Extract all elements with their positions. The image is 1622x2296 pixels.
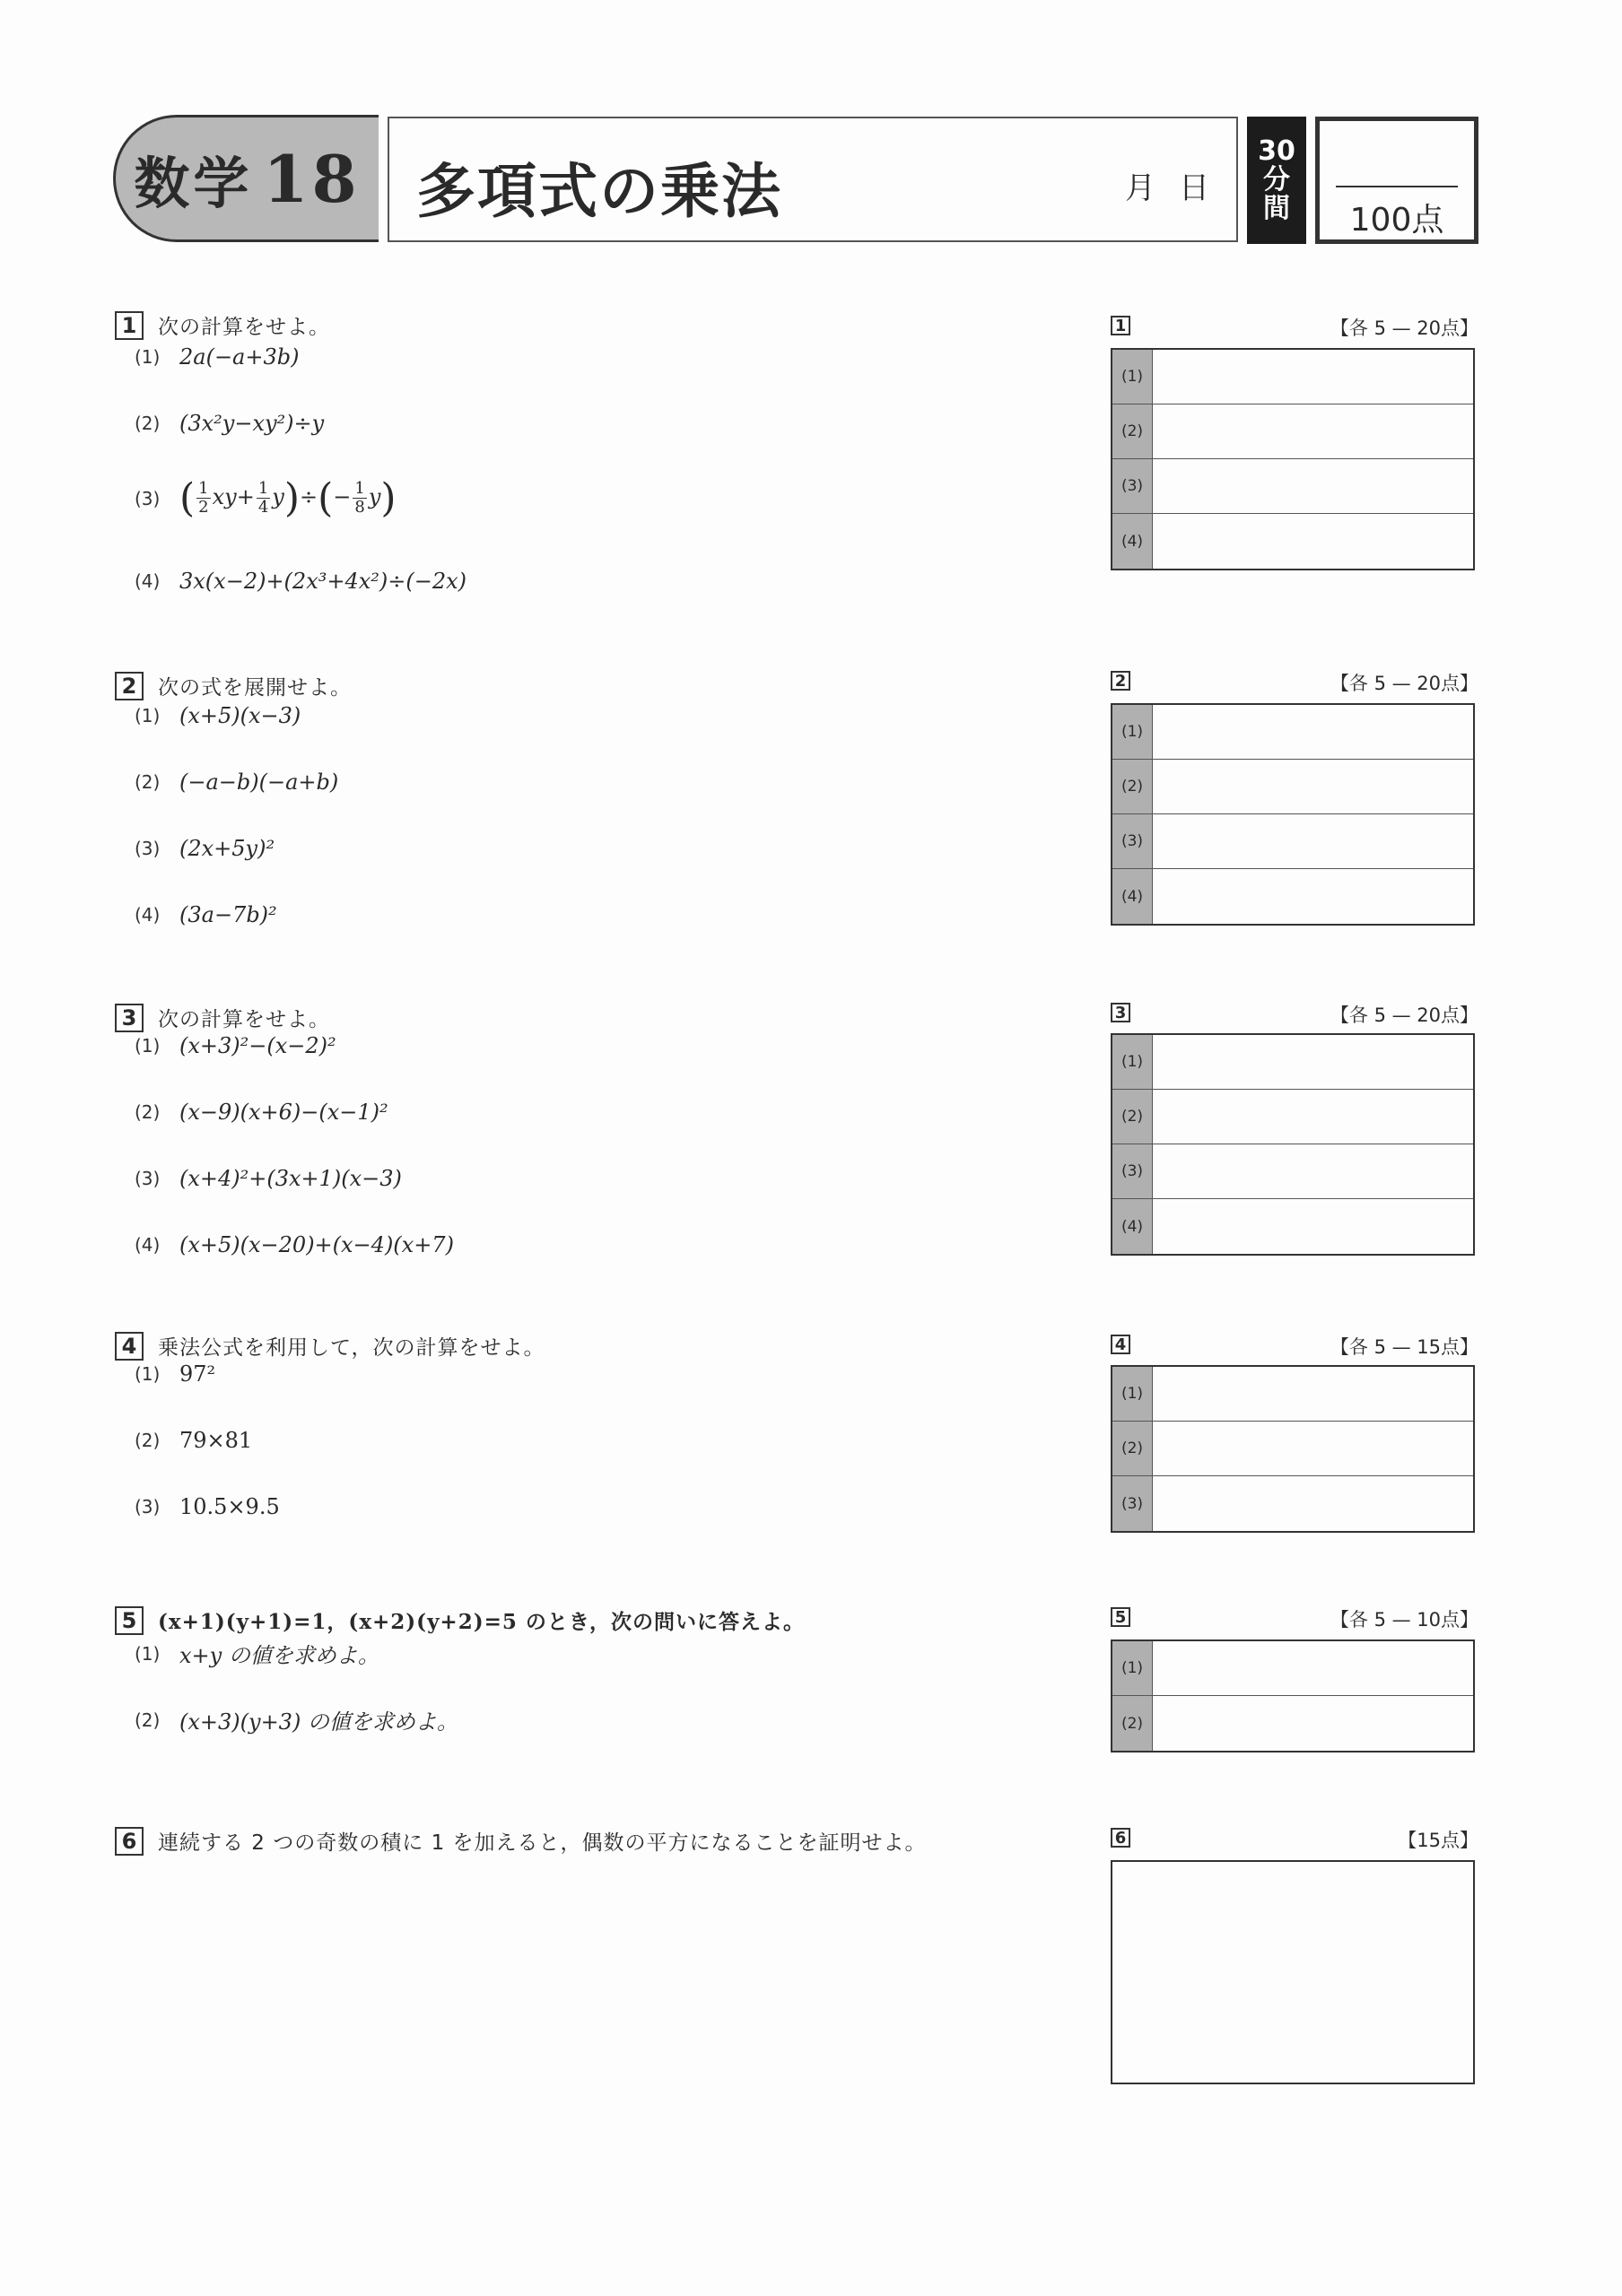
answer-box-2: [1111, 703, 1475, 926]
fraction-numerator: 1: [257, 479, 269, 498]
item-expression: (x+3)(y+3) の値を求めよ。: [179, 1709, 458, 1735]
question-item: [135, 344, 299, 370]
question-item: [135, 1166, 402, 1191]
item-label: (3): [135, 1168, 161, 1189]
row-label: (4): [1112, 869, 1153, 924]
answer-row[interactable]: [1112, 705, 1473, 760]
question-number: 1: [115, 311, 144, 340]
month-label: 月: [1125, 170, 1155, 206]
answer-row[interactable]: [1112, 514, 1473, 569]
item-label: (4): [135, 570, 161, 592]
unit-number: 18: [263, 140, 361, 217]
answer-points: 【各 5 — 20点】: [1330, 1004, 1478, 1026]
question-item: [135, 1361, 215, 1387]
question-6-header: [115, 1826, 927, 1856]
answer-row[interactable]: [1112, 1199, 1473, 1254]
page-title: 多項式の乗法: [416, 156, 782, 226]
answer-box-5: [1111, 1639, 1475, 1752]
answer-box-3: [1111, 1033, 1475, 1256]
answer-points: 【各 5 — 15点】: [1330, 1336, 1478, 1358]
expr-operator: ÷: [300, 484, 318, 509]
item-expression: (x−9)(x+6)−(x−1)²: [179, 1100, 388, 1125]
fraction-numerator: 1: [198, 479, 209, 498]
answer-row[interactable]: [1112, 869, 1473, 924]
answer-label: 3: [1111, 1003, 1130, 1022]
item-expression: 79×81: [179, 1428, 253, 1453]
question-number: 3: [115, 1004, 144, 1032]
answer-label: 5: [1111, 1607, 1130, 1627]
time-line: 分: [1263, 164, 1290, 196]
item-label: (3): [135, 838, 161, 859]
answer-row[interactable]: [1112, 1641, 1473, 1696]
item-expression: (x+5)(x−20)+(x−4)(x+7): [179, 1232, 454, 1257]
item-expression: (3a−7b)²: [179, 902, 277, 927]
row-label: (2): [1112, 404, 1153, 458]
fraction-denominator: 4: [257, 498, 269, 517]
question-text: 連続する 2 つの奇数の積に 1 を加えると，偶数の平方になることを証明せよ。: [158, 1831, 927, 1855]
answer-row[interactable]: [1112, 1090, 1473, 1144]
row-label: (3): [1112, 814, 1153, 868]
answer-label: 4: [1111, 1335, 1130, 1354]
answer-row[interactable]: [1112, 760, 1473, 814]
score-line: [1336, 186, 1458, 187]
item-label: (2): [135, 771, 161, 793]
item-label: (3): [135, 1496, 161, 1518]
answer-row[interactable]: [1112, 1367, 1473, 1422]
answer-points: 【各 5 — 20点】: [1330, 673, 1478, 694]
question-number: 5: [115, 1606, 144, 1635]
question-text: 次の計算をせよ。: [158, 316, 330, 339]
item-expression: (−a−b)(−a+b): [179, 770, 339, 795]
question-item: [135, 1428, 252, 1453]
question-item: [135, 836, 275, 861]
question-text: (x+1)(y+1)=1，(x+2)(y+2)=5 のとき，次の問いに答えよ。: [158, 1610, 805, 1634]
expr-operator: −: [333, 484, 352, 509]
question-item: [135, 1100, 388, 1125]
question-item: [135, 1033, 336, 1058]
row-label: (1): [1112, 705, 1153, 759]
row-label: (2): [1112, 1090, 1153, 1144]
answer-points: 【各 5 — 10点】: [1330, 1609, 1478, 1631]
score-total: 100点: [1349, 202, 1444, 239]
answer-row[interactable]: [1112, 350, 1473, 404]
question-text: 次の計算をせよ。: [158, 1008, 330, 1031]
item-label: (2): [135, 413, 161, 434]
row-label: (2): [1112, 760, 1153, 813]
question-2-header: [115, 671, 352, 700]
question-4-header: [115, 1331, 545, 1361]
answer-row[interactable]: [1112, 1035, 1473, 1090]
item-label: (1): [135, 705, 161, 726]
expr-term: y: [368, 484, 381, 509]
answer-label: 6: [1111, 1828, 1130, 1848]
item-expression: (x+4)²+(3x+1)(x−3): [179, 1166, 402, 1191]
question-number: 6: [115, 1827, 144, 1856]
answer-row[interactable]: [1112, 1422, 1473, 1476]
row-label: (2): [1112, 1696, 1153, 1751]
answer-label: 1: [1111, 316, 1130, 335]
answer-label: 2: [1111, 671, 1130, 691]
expr-term: y: [272, 484, 284, 509]
item-expression: (x+3)²−(x−2)²: [179, 1033, 336, 1058]
question-3-header: [115, 1003, 330, 1032]
question-5-header: [115, 1605, 805, 1635]
answer-box-1: [1111, 348, 1475, 570]
question-1-header: [115, 310, 330, 340]
row-label: (1): [1112, 1367, 1153, 1421]
item-expression: x+y の値を求めよ。: [179, 1643, 379, 1668]
time-limit-badge: [1247, 117, 1306, 244]
item-expression: 97²: [179, 1361, 216, 1387]
question-number: 4: [115, 1332, 144, 1361]
row-label: (4): [1112, 514, 1153, 569]
question-item: [135, 411, 324, 436]
answer-row[interactable]: [1112, 1476, 1473, 1531]
item-expression: (3x²y−xy²)÷y: [179, 411, 325, 436]
answer-row[interactable]: [1112, 459, 1473, 514]
question-item: [135, 1232, 454, 1257]
expr-term: xy+: [212, 484, 255, 509]
fraction-denominator: 8: [354, 498, 365, 517]
answer-box-6[interactable]: [1111, 1860, 1475, 2084]
question-item: [135, 569, 467, 594]
time-line: 30: [1258, 135, 1295, 167]
row-label: (3): [1112, 1144, 1153, 1198]
item-label: (1): [135, 1642, 161, 1665]
row-label: (3): [1112, 459, 1153, 513]
item-label: (1): [135, 346, 161, 368]
answer-points: 【各 5 — 20点】: [1330, 317, 1478, 339]
item-label: (4): [135, 904, 161, 926]
question-item: [135, 770, 338, 795]
question-text: 乗法公式を利用して，次の計算をせよ。: [158, 1336, 545, 1360]
item-label: (1): [135, 1035, 161, 1057]
question-item: [135, 1494, 280, 1519]
row-label: (4): [1112, 1199, 1153, 1254]
question-number: 2: [115, 672, 144, 700]
answer-points: 【15点】: [1398, 1830, 1478, 1851]
row-label: (1): [1112, 1641, 1153, 1695]
subject-badge: [113, 115, 379, 242]
row-label: (1): [1112, 1035, 1153, 1089]
question-text: 次の式を展開せよ。: [158, 676, 352, 700]
question-item: [135, 703, 301, 728]
question-item: [135, 902, 277, 927]
time-line: 間: [1263, 193, 1290, 224]
question-item: [135, 475, 397, 521]
item-label: (1): [135, 1363, 161, 1385]
item-expression: ( $\frac{1}{2}$ xy+ $\frac{1}{4}$ y)÷(− $\frac{1}{8}$ y): [179, 475, 397, 521]
answer-row[interactable]: [1112, 1696, 1473, 1751]
item-expression: (x+5)(x−3): [179, 703, 301, 728]
item-label: (2): [135, 1709, 161, 1731]
item-label: (4): [135, 1234, 161, 1256]
answer-box-4: [1111, 1365, 1475, 1533]
item-expression: (2x+5y)²: [179, 836, 275, 861]
item-expression: 2a(−a+3b): [179, 344, 300, 370]
item-label: (2): [135, 1101, 161, 1123]
fraction-numerator: 1: [354, 479, 365, 498]
day-label: 日: [1179, 170, 1209, 206]
question-item: [135, 1704, 458, 1735]
subject-label: 数学: [134, 150, 253, 216]
question-item: [135, 1638, 379, 1669]
item-label: (2): [135, 1430, 161, 1451]
item-expression: 10.5×9.5: [179, 1494, 280, 1519]
title-box: [388, 117, 1238, 242]
answer-row[interactable]: [1112, 1144, 1473, 1199]
row-label: (1): [1112, 350, 1153, 404]
answer-row[interactable]: [1112, 814, 1473, 869]
item-expression: 3x(x−2)+(2x³+4x²)÷(−2x): [179, 569, 467, 594]
answer-row[interactable]: [1112, 404, 1473, 459]
fraction-denominator: 2: [198, 498, 209, 517]
score-box[interactable]: [1315, 117, 1478, 244]
item-label: (3): [135, 487, 161, 509]
row-label: (3): [1112, 1476, 1153, 1531]
row-label: (2): [1112, 1422, 1153, 1475]
